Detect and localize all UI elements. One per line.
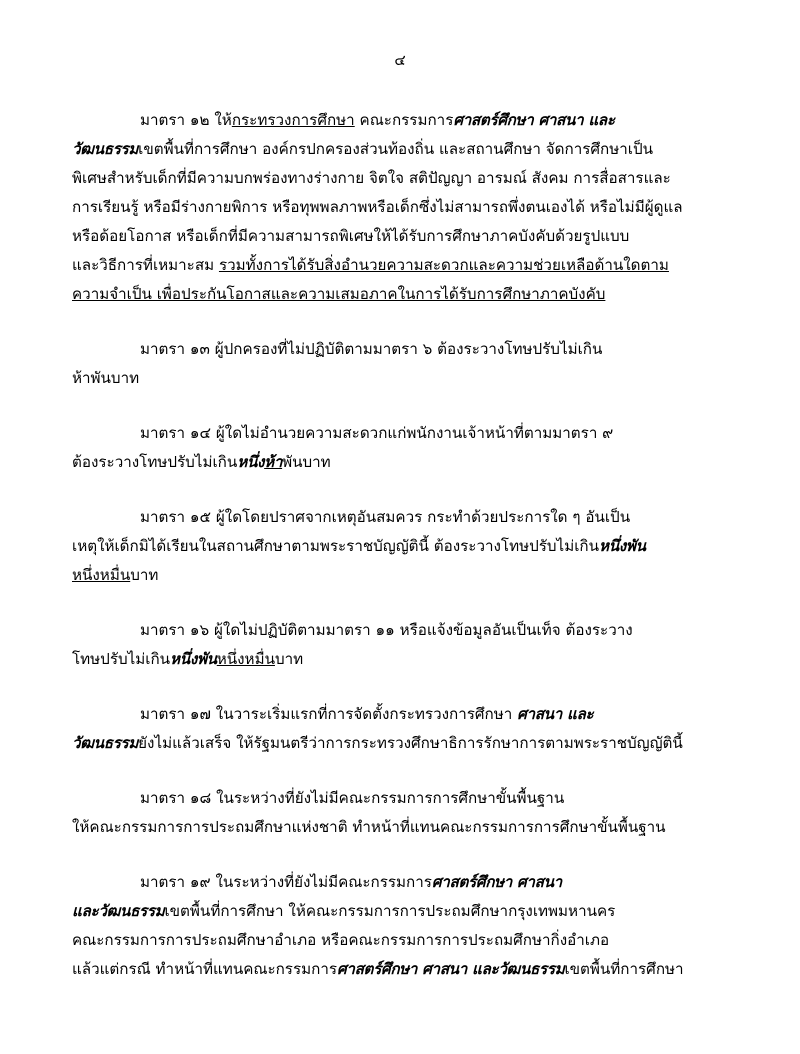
text-run: หนึ่งหมื่น <box>216 650 275 668</box>
text-run: ศาสตร์ศึกษา ศาสนา และ <box>453 111 615 129</box>
text-run: คณะกรรมการ <box>354 111 454 129</box>
page-number: ๔ <box>394 51 406 69</box>
text-run: มาตรา ๑๗ ในวาระเริ่มแรกที่การจัดตั้งกระทรวงการศึกษา <box>140 705 518 723</box>
text-run: การเรียนรู้ หรือมีร่างกายพิการ หรือทุพพลภาพหรือเด็กซึ่งไม่สามารถพึ่งตนเองได้ หรือไม่มีผู้ดูแล <box>72 198 683 216</box>
text-line <box>72 813 728 842</box>
text-run: คณะกรรมการการประถมศึกษาอำเภอ หรือคณะกรรมการการประถมศึกษากิ่งอำเภอ <box>72 931 610 949</box>
text-run: บาท <box>130 566 159 584</box>
text-run: ศาสนา และ <box>517 705 594 723</box>
paragraph-section-12 <box>72 106 728 309</box>
text-run: โทษปรับไม่เกิน <box>72 650 171 668</box>
text-run: พันบาท <box>282 453 331 471</box>
text-line <box>72 532 728 561</box>
text-run: แล้วแต่กรณี ทำหน้าที่แทนคณะกรรมการ <box>72 960 338 978</box>
text-line <box>72 448 728 477</box>
text-run: ให้คณะกรรมการการประถมศึกษาแห่งชาติ ทำหน้าที่แทนคณะกรรมการการศึกษาขั้นพื้นฐาน <box>72 818 666 836</box>
text-line <box>72 897 728 926</box>
text-line <box>72 926 728 955</box>
text-run: เหตุให้เด็กมิได้เรียนในสถานศึกษาตามพระราชบัญญัตินี้ ต้องระวางโทษปรับไม่เกิน <box>72 537 599 555</box>
paragraph-section-15 <box>72 503 728 590</box>
text-line <box>72 868 728 897</box>
text-line <box>72 784 728 813</box>
paragraph-section-13 <box>72 335 728 393</box>
text-run: มาตรา ๑๘ ในระหว่างที่ยังไม่มีคณะกรรมการการศึกษาขั้นพื้นฐาน <box>140 789 565 807</box>
text-run: เขตพื้นที่การศึกษา องค์กรปกครองส่วนท้องถิ่น และสถานศึกษา จัดการศึกษาเป็น <box>138 140 654 158</box>
text-run: ห้า <box>264 453 283 471</box>
text-run: วัฒนธรรม <box>72 140 139 158</box>
text-run: วัฒนธรรม <box>72 734 139 752</box>
text-line <box>72 561 728 590</box>
text-run: หรือด้อยโอกาส หรือเด็กที่มีความสามารถพิเศษให้ได้รับการศึกษาภาคบังคับด้วยรูปแบบ <box>72 227 630 245</box>
text-run: เขตพื้นที่การศึกษา ให้คณะกรรมการการประถมศึกษากรุงเทพมหานคร <box>164 902 616 920</box>
text-run: หนึ่งพัน <box>598 537 646 555</box>
text-line <box>72 955 728 984</box>
text-run: หนึ่ง <box>237 453 265 471</box>
text-run: มาตรา ๑๔ ผู้ใดไม่อำนวยความสะดวกแก่พนักงานเจ้าหน้าที่ตามมาตรา ๙ <box>140 424 614 442</box>
text-run: และวิธีการที่เหมาะสม <box>72 256 219 274</box>
text-run: พิเศษสำหรับเด็กที่มีความบกพร่องทางร่างกาย จิตใจ สติปัญญา อารมณ์ สังคม การสื่อสารและ <box>72 169 671 187</box>
text-run: มาตรา ๑๓ ผู้ปกครองที่ไม่ปฏิบัติตามมาตรา ๖ ต้องระวางโทษปรับไม่เกิน <box>140 340 603 358</box>
text-line <box>72 700 728 729</box>
text-run: มาตรา ๑๖ ผู้ใดไม่ปฏิบัติตามมาตรา ๑๑ หรือแจ้งข้อมูลอันเป็นเท็จ ต้องระวาง <box>140 621 633 639</box>
paragraph-section-19 <box>72 868 728 984</box>
text-run: ห้าพันบาท <box>72 369 140 387</box>
text-line <box>72 164 728 193</box>
text-line <box>72 729 728 758</box>
text-line <box>72 251 728 280</box>
text-run: มาตรา ๑๙ ในระหว่างที่ยังไม่มีคณะกรรมการ <box>140 873 432 891</box>
text-line <box>72 419 728 448</box>
text-line <box>72 335 728 364</box>
text-run: ความจำเป็น เพื่อประกันโอกาสและความเสมอภาคในการได้รับการศึกษาภาคบังคับ <box>72 285 606 303</box>
text-line <box>72 645 728 674</box>
text-run: กระทรวงการศึกษา <box>231 111 355 129</box>
text-line <box>72 106 728 135</box>
document-body <box>72 106 728 984</box>
text-line <box>72 193 728 222</box>
paragraph-section-17 <box>72 700 728 758</box>
text-line <box>72 280 728 309</box>
text-run: ยังไม่แล้วเสร็จ ให้รัฐมนตรีว่าการกระทรวงศึกษาธิการรักษาการตามพระราชบัญญัตินี้ <box>138 734 683 752</box>
text-line <box>72 364 728 393</box>
paragraph-section-16 <box>72 616 728 674</box>
text-line <box>72 503 728 532</box>
paragraph-section-18 <box>72 784 728 842</box>
text-line <box>72 616 728 645</box>
text-run: ต้องระวางโทษปรับไม่เกิน <box>72 453 238 471</box>
text-line <box>72 135 728 164</box>
text-run: มาตรา ๑๕ ผู้ใดโดยปราศจากเหตุอันสมควร กระทำด้วยประการใด ๆ อันเป็น <box>140 508 631 526</box>
text-run: เขตพื้นที่การศึกษา <box>564 960 684 978</box>
text-run: บาท <box>274 650 304 668</box>
text-line <box>72 222 728 251</box>
text-run: ศาสตร์ศึกษา ศาสนา <box>431 873 562 891</box>
text-run: ศาสตร์ศึกษา ศาสนา และวัฒนธรรม <box>337 960 565 978</box>
text-run: หนึ่งหมื่น <box>72 566 131 584</box>
text-run: หนึ่งพัน <box>170 650 217 668</box>
text-run: รวมทั้งการได้รับสิ่งอำนวยความสะดวกและความช่วยเหลือด้านใดตาม <box>218 256 669 274</box>
text-run: และวัฒนธรรม <box>72 902 165 920</box>
paragraph-section-14 <box>72 419 728 477</box>
text-run: มาตรา ๑๒ ให้ <box>140 111 232 129</box>
